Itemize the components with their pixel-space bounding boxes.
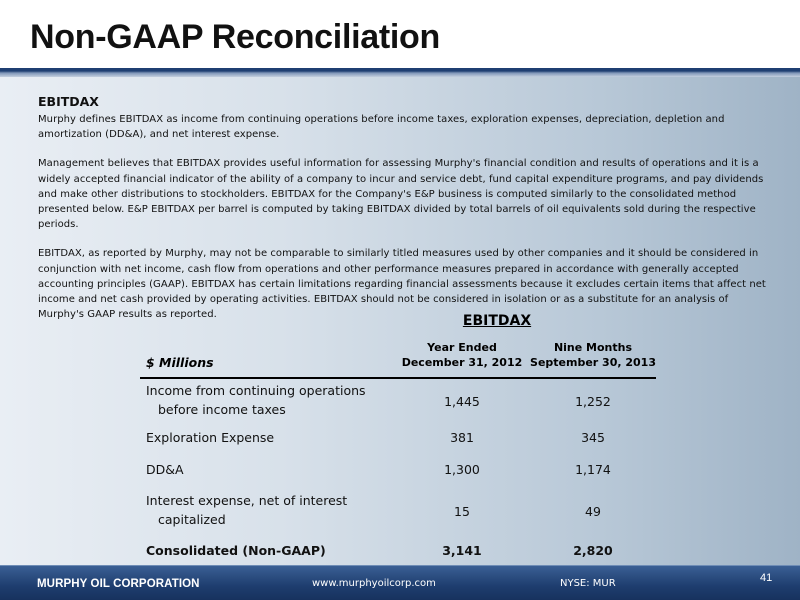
- table-row: [140, 381, 656, 421]
- column-header-line: September 30, 2013: [530, 356, 656, 369]
- row-value-2013: 49: [585, 504, 601, 519]
- page-title: Non-GAAP Reconciliation: [30, 18, 440, 56]
- header-divider: [140, 377, 656, 379]
- title-bar: [0, 0, 800, 68]
- row-value-2012: 1,300: [444, 462, 480, 477]
- row-value-2013: 1,252: [575, 394, 611, 409]
- row-value-2013: 345: [581, 430, 605, 445]
- ticker-symbol: NYSE: MUR: [560, 578, 616, 589]
- table-row: [140, 460, 656, 480]
- definition-paragraph: Murphy defines EBITDAX as income from continuing operations before income taxes, exploration expenses, depreciation, depletion and amortization (DD&A), and net interest expense.: [38, 114, 725, 141]
- row-label: [146, 491, 347, 529]
- row-label-line: before income taxes: [158, 402, 286, 417]
- units-label: $ Millions: [146, 355, 214, 370]
- definition-section: [38, 94, 768, 336]
- row-label-line: capitalized: [158, 512, 226, 527]
- website-link[interactable]: www.murphyoilcorp.com: [312, 578, 436, 589]
- row-label: Exploration Expense: [146, 430, 275, 445]
- row-label: DD&A: [146, 462, 184, 477]
- column-header-line: December 31, 2012: [401, 356, 523, 369]
- table-total-row: [140, 541, 656, 561]
- management-paragraph: Management believes that EBITDAX provides useful information for assessing Murphy's financial condition and results of operations and it is a widely accepted financial indicator of the ability of a company to incur and service debt, fund capital expenditure programs, and pay dividends and make other distributions to stockholders. EBITDAX for the Company's E&P business is computed similarly to the consolidated method presented below. E&P EBITDAX per barrel is computed by taking EBITDAX divided by total barrels of oil equivalents sold during the respective periods.: [38, 158, 764, 231]
- column-header-2013: [523, 340, 663, 370]
- section-heading: EBITDAX: [38, 94, 99, 109]
- footer-bar: [0, 565, 800, 600]
- row-value-2013: 2,820: [573, 543, 613, 558]
- table-title: EBITDAX: [462, 313, 532, 329]
- row-value-2012: 3,141: [442, 543, 482, 558]
- row-label: [146, 381, 366, 419]
- column-header-line: Nine Months: [553, 341, 633, 354]
- table-header: [140, 340, 656, 380]
- row-value-2012: 1,445: [444, 394, 480, 409]
- table-row: [140, 428, 656, 448]
- row-value-2013: 1,174: [575, 462, 611, 477]
- table-row: [140, 491, 656, 531]
- row-label-line: Interest expense, net of interest: [146, 493, 348, 508]
- row-value-2012: 381: [450, 430, 474, 445]
- limitations-paragraph: EBITDAX, as reported by Murphy, may not be comparable to similarly titled measures used by other companies and it should be considered in conjunction with net income, cash flow from operations and other performance measures prepared in accordance with generally accepted accounting principles (GAAP). EBITDAX has certain limitations regarding financial assessments because it excludes certain items that affect net income and net cash provided by operating activities. EBITDAX should not be considered in isolation or as a substitute for an analysis of Murphy's GAAP results as reported.: [38, 248, 766, 321]
- title-divider: [0, 68, 800, 77]
- table-title-row: [140, 313, 656, 333]
- column-header-2012: [392, 340, 532, 370]
- row-label-line: Income from continuing operations: [146, 383, 366, 398]
- page-number: 41: [760, 572, 773, 584]
- row-value-2012: 15: [454, 504, 470, 519]
- row-label: Consolidated (Non-GAAP): [146, 543, 326, 558]
- column-header-line: Year Ended: [427, 341, 497, 354]
- company-name: MURPHY OIL CORPORATION: [37, 578, 200, 590]
